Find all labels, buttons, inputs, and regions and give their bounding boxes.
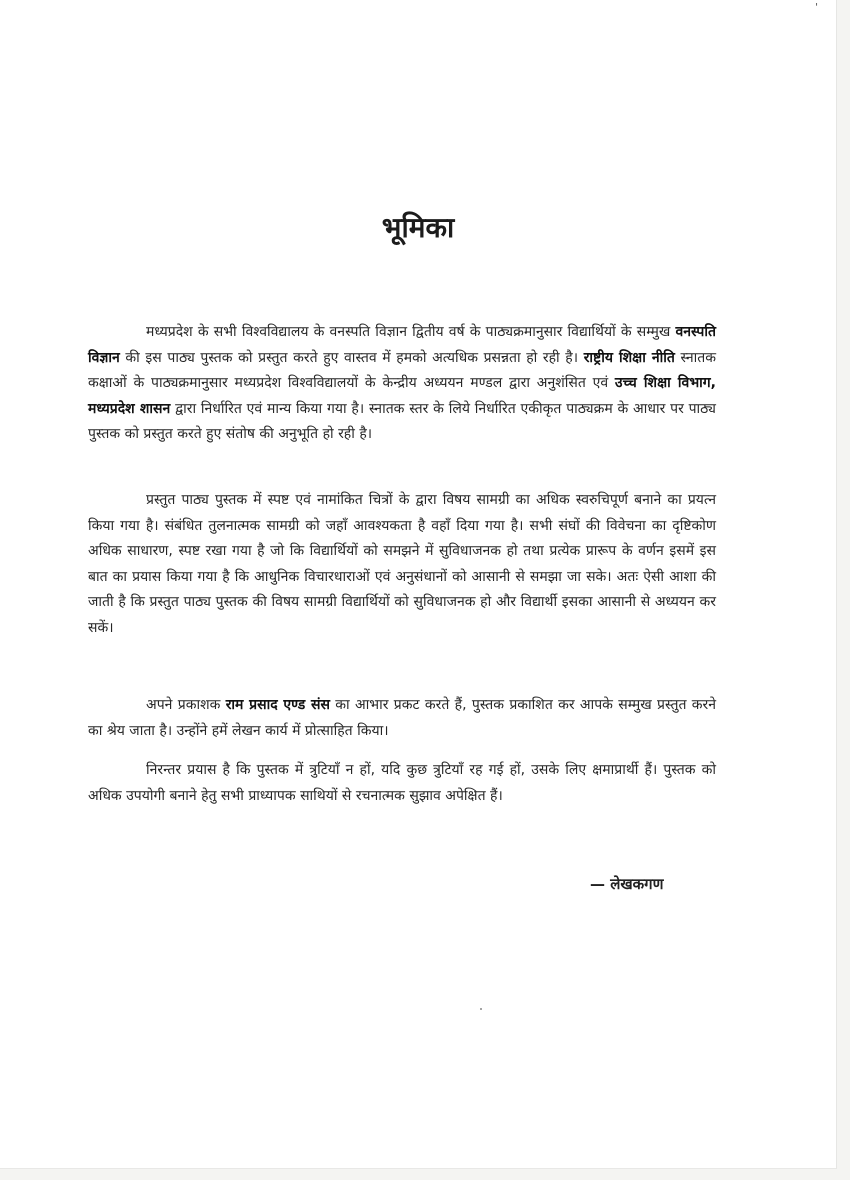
paragraph-text: की इस पाठ्य पुस्तक को प्रस्तुत करते हुए वास्तव में हमको अत्यधिक प्रसन्नता हो रही है।: [119, 349, 584, 366]
author-signature: — लेखकगण: [590, 875, 664, 893]
paragraph-publisher: [88, 693, 716, 744]
paragraph-emphasis: राष्ट्रीय शिक्षा नीति: [583, 349, 675, 366]
paragraph-emphasis: राम प्रसाद एण्ड संस: [225, 697, 330, 713]
paragraph-intro: [88, 320, 716, 448]
corner-mark: ': [815, 2, 818, 13]
paragraph-text: मध्यप्रदेश के सभी विश्वविद्यालय के वनस्पति विज्ञान द्वितीय वर्ष के पाठ्यक्रमानुसार विद्यार्थियों के सम्मुख: [146, 324, 676, 340]
page-title: भूमिका: [381, 211, 455, 244]
paragraph-text: निरन्तर प्रयास है कि पुस्तक में त्रुटियाँ न हों, यदि कुछ त्रुटियाँ रह गई हों, उसके लिए क्षमाप्रार्थी हैं। पुस्तक को अधिक उपयोगी बनाने हेतु सभी प्राध्यापक साथियों से रचनात्मक सुझाव अपेक्षित हैं।: [88, 762, 716, 804]
paragraph-text: अपने प्रकाशक: [146, 697, 226, 713]
paragraph-text: द्वारा निर्धारित एवं मान्य किया गया है। स्नातक स्तर के लिये निर्धारित एकीकृत पाठ्यक्रम के आधार पर पाठ्य पुस्तक को प्रस्तुत करते हुए संतोष की अनुभूति हो रही है।: [88, 400, 716, 442]
paragraph-content: [88, 488, 716, 641]
paragraph-closing: [88, 758, 716, 809]
scan-speck: [480, 1008, 482, 1010]
paragraph-emphasis: उच्च शिक्षा विभाग, मध्यप्रदेश शासन: [88, 375, 716, 417]
paragraph-text: का आभार प्रकट करते हैं, पुस्तक प्रकाशित कर आपके सम्मुख प्रस्तुत करने का श्रेय जाता है। उन्होंने हमें लेखन कार्य में प्रोत्साहित किया।: [88, 697, 716, 739]
paragraph-text: प्रस्तुत पाठ्य पुस्तक में स्पष्ट एवं नामांकित चित्रों के द्वारा विषय सामग्री का अधिक स्वरुचिपूर्ण बनाने का प्रयत्न किया गया है। संबंधित तुलनात्मक सामग्री को जहाँ आवश्यकता है वहाँ दिया गया है। सभी संघों की विवेचना का दृष्टिकोण अधिक साधारण, स्पष्ट रखा गया है जो कि विद्यार्थियों को समझने में सुविधाजनक हो तथा प्रत्येक प्रारूप के वर्णन इसमें इस बात का प्रयास किया गया है कि आधुनिक विचारधाराओं एवं अनुसंधानों को आसानी से समझा जा सके। अतः ऐसी आशा की जाती है कि प्रस्तुत पाठ्य पुस्तक की विषय सामग्री विद्यार्थियों को सुविधाजनक हो और विद्यार्थी इसका आसानी से अध्ययन कर सकें।: [88, 492, 716, 636]
paragraph-text: स्नातक कक्षाओं के पाठ्यक्रमानुसार मध्यप्रदेश विश्वविद्यालयों के केन्द्रीय अध्ययन मण्डल द्वारा अनुशंसित एवं: [88, 349, 716, 391]
paragraph-emphasis: वनस्पति विज्ञान: [88, 324, 716, 366]
